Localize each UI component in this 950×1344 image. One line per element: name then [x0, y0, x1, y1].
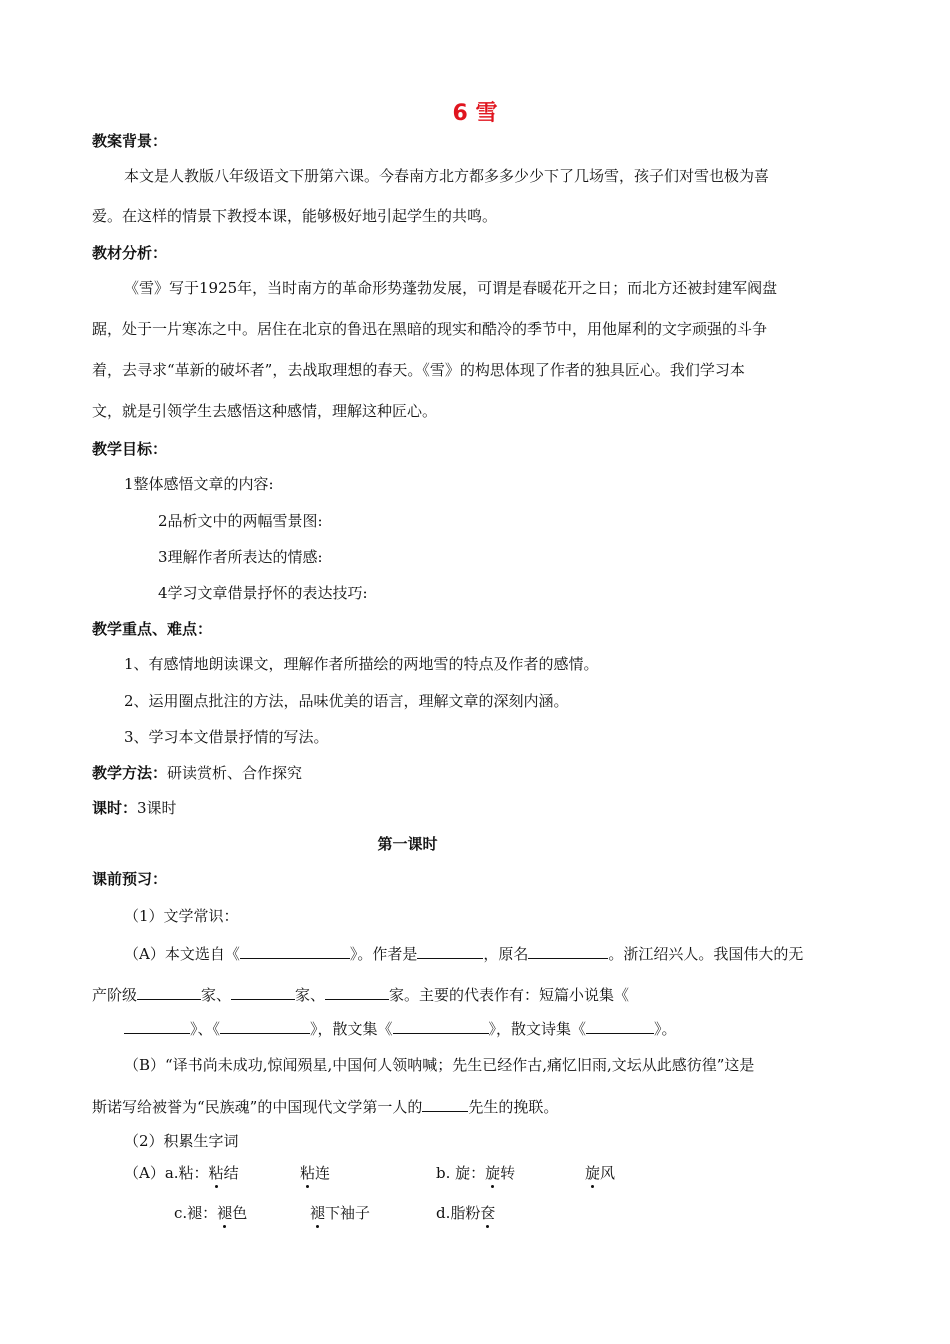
text-fragment: 产阶级: [92, 986, 138, 1004]
vocab-label: c.褪：: [174, 1204, 218, 1222]
blank: [137, 983, 201, 1000]
text-fragment: 》。: [654, 1020, 677, 1038]
preview-sub-2: （2）积累生字词: [124, 1132, 239, 1150]
analysis-line-2: 踞，处于一片寒冻之中。居住在北京的鲁迅在黑暗的现实和酷冷的季节中，用他犀利的文字顽强的斗争: [92, 320, 768, 338]
text-fragment: 斯诺写给被誉为“民族魂”的中国现代文学第一人的: [92, 1098, 423, 1116]
blank: [393, 1017, 489, 1034]
text-fragment: 》，散文诗集《: [488, 1020, 587, 1038]
blank: [325, 983, 389, 1000]
dotted-char: 粘: [300, 1164, 316, 1182]
blank: [586, 1017, 654, 1034]
blank: [124, 1017, 190, 1034]
text-fragment: 家。主要的代表作有：短篇小说集《: [389, 986, 630, 1004]
hours-label: 课时：: [92, 799, 138, 817]
goal-item-2: 2品析文中的两幅雪景图:: [158, 512, 323, 530]
vocab-label: （A）a.粘：: [124, 1164, 209, 1182]
char: 色: [232, 1204, 248, 1222]
key-point-3: 3、学习本文借景抒情的写法。: [124, 728, 329, 746]
text-fragment: ，原名: [483, 945, 529, 963]
preview-b-line-2: [92, 1095, 558, 1117]
goal-item-3: 3理解作者所表达的情感:: [158, 548, 323, 566]
blank: [231, 983, 295, 1000]
text-fragment: 》、《: [190, 1020, 221, 1038]
dotted-char: 旋: [585, 1164, 601, 1182]
blank: [422, 1095, 468, 1112]
text-fragment: 。浙江绍兴人。我国伟大的无: [608, 945, 804, 963]
analysis-line-3: 着，去寻求“革新的破坏者”，去战取理想的春天。《雪》的构思体现了作者的独具匠心。我们学习本: [92, 361, 745, 379]
char: 转: [500, 1164, 516, 1182]
preview-sub-1: （1）文学常识：: [124, 907, 239, 925]
vocab-label: b. 旋：: [436, 1164, 486, 1182]
vocab-a-2: [300, 1162, 330, 1183]
text-fragment: （A）本文选自《: [124, 945, 240, 963]
blank: [220, 1017, 310, 1034]
vocab-c: [174, 1202, 247, 1223]
blank: [240, 942, 350, 959]
preview-a-line-3: [124, 1017, 677, 1039]
hours-value: 3课时: [137, 799, 177, 817]
blank: [417, 942, 483, 959]
vocab-d: [436, 1202, 495, 1223]
vocab-label: d.脂粉: [436, 1204, 481, 1222]
text-fragment: 》。作者是: [349, 945, 418, 963]
vocab-b: [436, 1162, 515, 1183]
text-fragment: 》，散文集《: [310, 1020, 393, 1038]
key-point-2: 2、运用圈点批注的方法，品味优美的语言，理解文章的深刻内涵。: [124, 692, 569, 710]
char: 连: [315, 1164, 331, 1182]
background-heading: 教案背景：: [92, 132, 168, 150]
preview-heading: 课前预习：: [92, 870, 168, 888]
hours-line: [92, 797, 177, 818]
analysis-line-4: 文，就是引领学生去感悟这种感情，理解这种匠心。: [92, 402, 438, 420]
dotted-char: 粘: [208, 1164, 224, 1182]
background-line-2: 爱。在这样的情景下教授本课，能够极好地引起学生的共鸣。: [92, 207, 498, 225]
blank: [528, 942, 608, 959]
vocab-c-2: [310, 1202, 370, 1223]
method-value: 研读赏析、合作探究: [167, 764, 303, 782]
goal-item-4: 4学习文章借景抒怀的表达技巧:: [158, 584, 368, 602]
page-title: 6 雪: [452, 101, 498, 126]
lesson-title: 第一课时: [377, 835, 438, 853]
dotted-char: 奁: [480, 1204, 496, 1222]
char: 下袖子: [325, 1204, 371, 1222]
method-line: [92, 762, 302, 783]
goal-item-1: 1整体感悟文章的内容:: [124, 475, 274, 493]
vocab-a: [124, 1162, 239, 1183]
char: 结: [223, 1164, 239, 1182]
analysis-heading: 教材分析：: [92, 244, 168, 262]
text-fragment: 家、: [295, 986, 326, 1004]
dotted-char: 旋: [485, 1164, 501, 1182]
vocab-b-2: [585, 1162, 615, 1183]
char: 风: [600, 1164, 616, 1182]
key-point-1: 1、有感情地朗读课文，理解作者所描绘的两地雪的特点及作者的感情。: [124, 655, 599, 673]
method-label: 教学方法：: [92, 764, 168, 782]
preview-b-line-1: （B）“译书尚未成功,惊闻殒星,中国何人领呐喊；先生已经作古,痛忆旧雨,文坛从此感彷徨”这是: [124, 1056, 755, 1074]
key-points-heading: 教学重点、难点：: [92, 620, 213, 638]
text-fragment: 先生的挽联。: [468, 1098, 559, 1116]
analysis-line-1: 《雪》写于1925年，当时南方的革命形势蓬勃发展，可谓是春暖花开之日；而北方还被封建军阀盘: [124, 279, 778, 297]
text-fragment: 家、: [201, 986, 232, 1004]
dotted-char: 褪: [217, 1204, 233, 1222]
goals-heading: 教学目标：: [92, 440, 168, 458]
preview-a-line-1: [124, 942, 803, 964]
dotted-char: 褪: [310, 1204, 326, 1222]
background-line-1: 本文是人教版八年级语文下册第六课。今春南方北方都多多少少下了几场雪，孩子们对雪也极为喜: [124, 167, 770, 185]
preview-a-line-2: [92, 983, 629, 1005]
